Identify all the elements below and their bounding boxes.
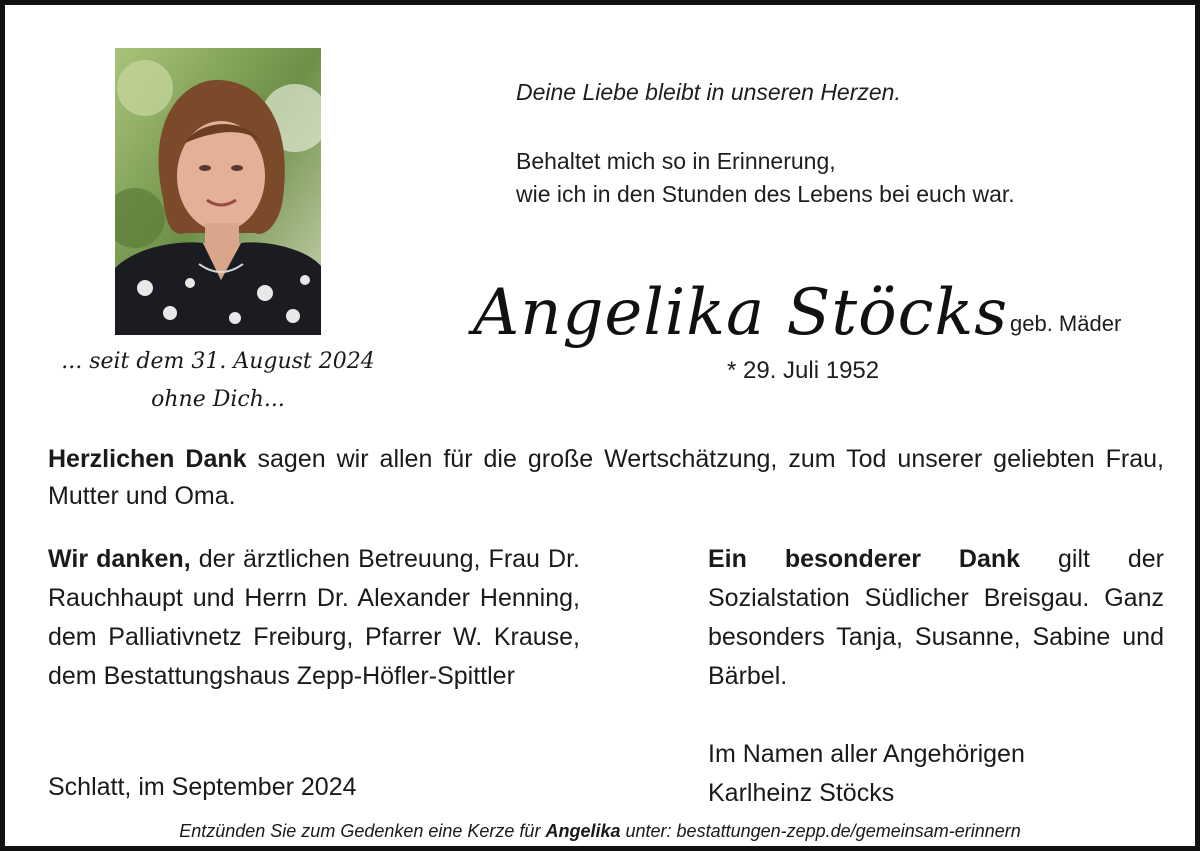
- footer-text-after: unter: bestattungen-zepp.de/gemeinsam-erinnern: [625, 821, 1021, 841]
- thanks-text: sagen wir allen für die große Wertschätzung, zum Tod unserer geliebten Frau, Mutter und Oma.: [48, 445, 1164, 510]
- place-date: Schlatt, im September 2024: [48, 773, 357, 801]
- thanks-heading: Herzlichen Dank: [48, 445, 247, 473]
- right-thanks-heading: Ein besonderer Dank: [708, 545, 1021, 573]
- signature-block: [708, 735, 1025, 813]
- quote-line-2: Behaltet mich so in Erinnerung,: [516, 148, 836, 174]
- footer-name: Angelika: [545, 821, 621, 841]
- deceased-name: Angelika Stöcks: [473, 276, 1009, 350]
- since-line-2: ohne Dich...: [151, 387, 285, 412]
- left-thanks-text: der ärztlichen Betreuung, Frau Dr. Rauchhaupt und Herrn Dr. Alexander Henning, dem Palliativnetz Freiburg, Pfarrer W. Krause, dem Bestattungshaus Zepp-Höfler-Spittler: [48, 545, 581, 690]
- since-caption: [33, 343, 403, 419]
- portrait-image: [115, 48, 321, 335]
- footer-text-before: Entzünden Sie zum Gedenken eine Kerze für: [179, 821, 541, 841]
- signature-line-1: Im Namen aller Angehörigen: [708, 740, 1025, 768]
- quote-verse: [516, 145, 1015, 211]
- thanks-paragraph: [48, 441, 1164, 515]
- since-line-1: ... seit dem 31. August 2024: [61, 349, 375, 374]
- left-thanks-heading: Wir danken,: [48, 545, 191, 573]
- footer-note: [5, 821, 1195, 842]
- quote-line-3: wie ich in den Stunden des Lebens bei euch war.: [516, 181, 1015, 207]
- right-thanks-column: [708, 540, 1164, 696]
- left-thanks-column: [48, 540, 580, 696]
- quote-line-1: Deine Liebe bleibt in unseren Herzen.: [516, 79, 901, 105]
- signature-line-2: Karlheinz Stöcks: [708, 779, 895, 807]
- portrait-photo: [115, 48, 321, 335]
- birth-date: * 29. Juli 1952: [727, 357, 880, 384]
- maiden-name: geb. Mäder: [1010, 311, 1122, 336]
- right-thanks-text: gilt der Sozialstation Südlicher Breisgau. Ganz besonders Tanja, Susanne, Sabine und Bärbel.: [708, 545, 1165, 690]
